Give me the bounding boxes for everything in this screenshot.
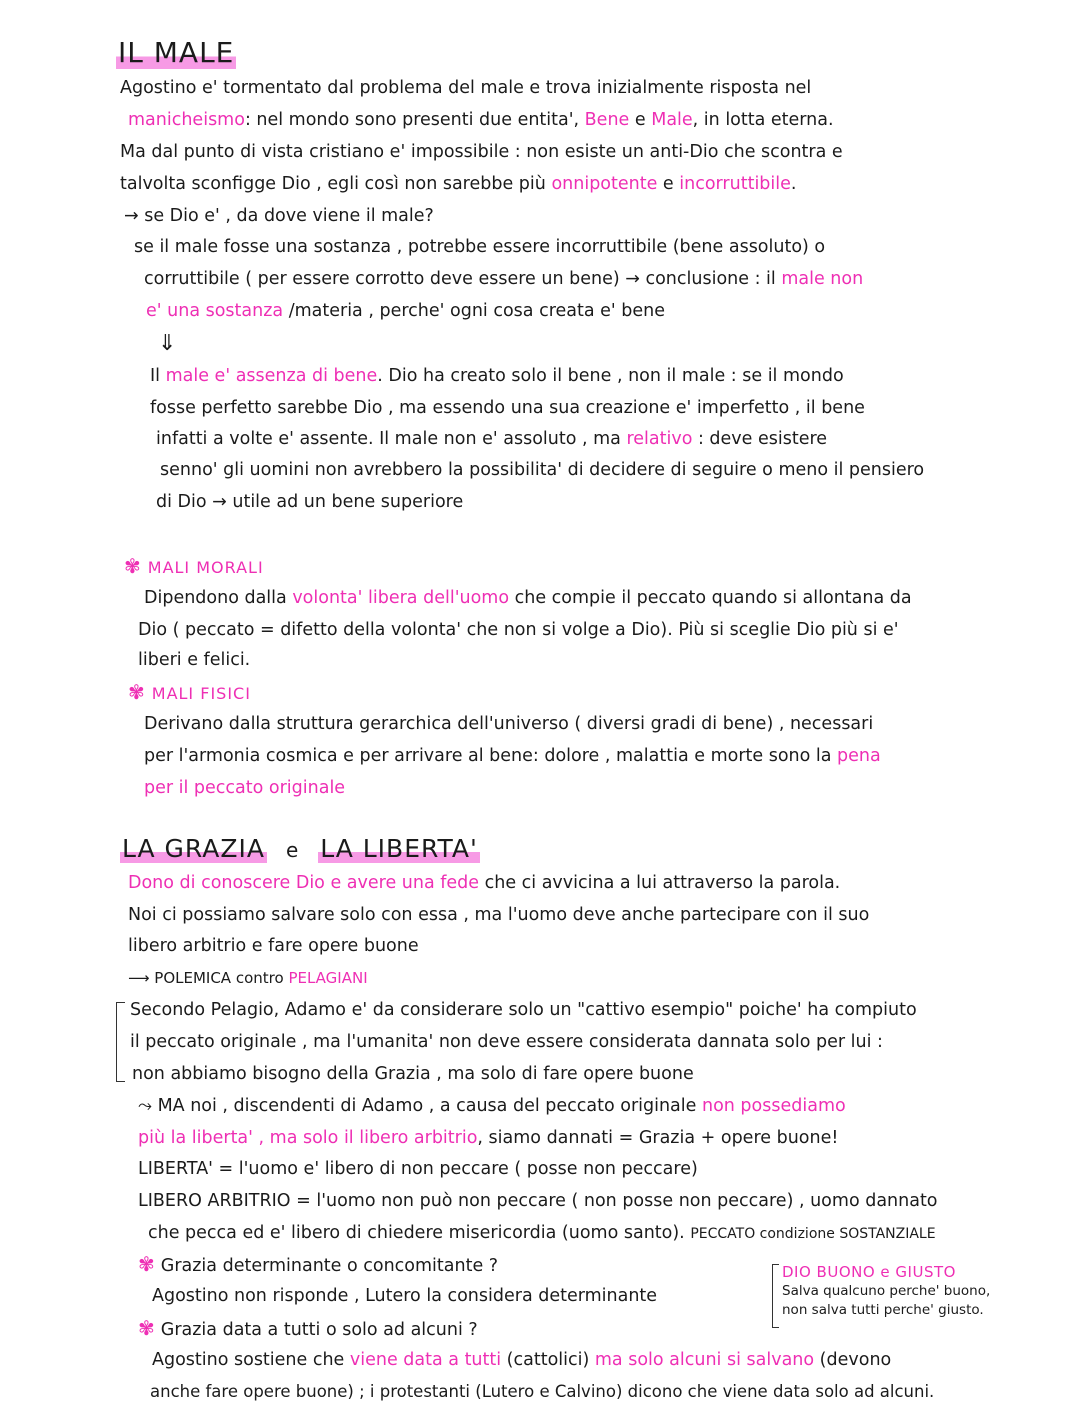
grazia-line-2: Noi ci possiamo salvare solo con essa , ma l'uomo deve anche partecipare con il suo — [128, 905, 870, 925]
liberta-def: LIBERTA' = l'uomo e' libero di non peccare ( posse non peccare) — [138, 1159, 698, 1179]
answer-grazia-1: Agostino non risponde , Lutero la considera determinante — [152, 1286, 658, 1306]
male-question: → se Dio e' , da dove viene il male? — [124, 206, 434, 226]
note-dio-buono-giusto — [782, 1262, 990, 1320]
subsection-mali-fisici: ✾ MALI FISICI — [128, 680, 251, 704]
male-sostanza-2: corruttibile ( per essere corrotto deve essere un bene) → conclusione : il male non — [144, 269, 864, 289]
subsection-mali-morali: ✾ MALI MORALI — [124, 554, 264, 578]
male-sostanza-1: se il male fosse una sostanza , potrebbe essere incorruttibile (bene assoluto) o — [134, 237, 826, 257]
male-sostanza-3: e' una sostanza /materia , perche' ogni cosa creata e' bene — [146, 301, 666, 321]
question-grazia-2: ✾ Grazia data a tutti o solo ad alcuni ? — [138, 1316, 478, 1340]
male-assenza-5: di Dio → utile ad un bene superiore — [156, 492, 464, 512]
section-title-grazia: LA GRAZIA e LA LIBERTA' — [122, 834, 478, 863]
libero-arbitrio-cont: che pecca ed e' libero di chiedere misericordia (uomo santo). PECCATO condizione SOSTANZIALE — [148, 1223, 936, 1243]
fisici-line-3: per il peccato originale — [144, 778, 346, 798]
note-bracket — [772, 1264, 779, 1328]
male-assenza-2: fosse perfetto sarebbe Dio , ma essendo una sua creazione e' imperfetto , il bene — [150, 398, 865, 418]
morali-line-3: liberi e felici. — [138, 650, 251, 670]
answer-grazia-3: anche fare opere buone) ; i protestanti (Lutero e Calvino) dicono che viene data solo ad alcuni. — [150, 1382, 935, 1401]
libero-arbitrio-def: LIBERO ARBITRIO = l'uomo non può non peccare ( non posse non peccare) , uomo dannato — [138, 1191, 938, 1211]
question-grazia-1: ✾ Grazia determinante o concomitante ? — [138, 1252, 499, 1276]
morali-line-2: Dio ( peccato = difetto della volonta' che non si volge a Dio). Più si sceglie Dio più si e' — [138, 620, 899, 640]
pelagio-line-2: il peccato originale , ma l'umanita' non deve essere considerata dannata solo per lui : — [130, 1032, 883, 1052]
male-intro-3: Ma dal punto di vista cristiano e' impossibile : non esiste un anti-Dio che scontra e — [120, 142, 843, 162]
flower-icon: ✾ — [128, 680, 146, 704]
answer-grazia-2: Agostino sostiene che viene data a tutti (cattolici) ma solo alcuni si salvano (devono — [152, 1350, 892, 1370]
note-line-2: non salva tutti perche' giusto. — [782, 1302, 984, 1318]
fisici-line-2: per l'armonia cosmica e per arrivare al bene: dolore , malattia e morte sono la pena — [144, 746, 881, 766]
fisici-line-1: Derivano dalla struttura gerarchica dell'universo ( diversi gradi di bene) , necessari — [144, 714, 874, 734]
ma-noi-line-2: più la liberta' , ma solo il libero arbitrio, siamo dannati = Grazia + opere buone! — [138, 1128, 839, 1148]
male-intro-4: talvolta sconfigge Dio , egli così non sarebbe più onnipotente e incorruttibile. — [120, 174, 797, 194]
flower-icon: ✾ — [124, 554, 142, 578]
male-assenza-3: infatti a volte e' assente. Il male non e' assoluto , ma relativo : deve esistere — [156, 429, 828, 449]
section-title-male: IL MALE — [118, 36, 235, 69]
grazia-line-3: libero arbitrio e fare opere buone — [128, 936, 419, 956]
bracket — [116, 1002, 125, 1082]
male-intro-1: Agostino e' tormentato dal problema del male e trova inizialmente risposta nel — [120, 78, 812, 98]
male-assenza-1: Il male e' assenza di bene. Dio ha creato solo il bene , non il male : se il mondo — [150, 366, 844, 386]
grazia-line-1: Dono di conoscere Dio e avere una fede che ci avvicina a lui attraverso la parola. — [128, 873, 841, 893]
male-assenza-4: senno' gli uomini non avrebbero la possibilita' di decidere di seguire o meno il pensiero — [160, 460, 925, 480]
note-line-1: Salva qualcuno perche' buono, — [782, 1283, 991, 1299]
pelagio-line-3: non abbiamo bisogno della Grazia , ma solo di fare opere buone — [132, 1064, 694, 1084]
flower-icon: ✾ — [138, 1252, 155, 1276]
down-arrow-icon: ⇓ — [158, 331, 177, 356]
polemica-pelagiani: ⟶ POLEMICA contro PELAGIANI — [128, 969, 368, 987]
note-title: DIO BUONO e GIUSTO — [782, 1263, 956, 1281]
pelagio-line-1: Secondo Pelagio, Adamo e' da considerare solo un "cattivo esempio" poiche' ha compiuto — [130, 1000, 917, 1020]
ma-noi-line-1: ⤳ MA noi , discendenti di Adamo , a causa del peccato originale non possediamo — [138, 1096, 846, 1116]
male-intro-2: manicheismo: nel mondo sono presenti due entita', Bene e Male, in lotta eterna. — [128, 110, 834, 130]
morali-line-1: Dipendono dalla volonta' libera dell'uomo che compie il peccato quando si allontana da — [144, 588, 912, 608]
flower-icon: ✾ — [138, 1316, 155, 1340]
